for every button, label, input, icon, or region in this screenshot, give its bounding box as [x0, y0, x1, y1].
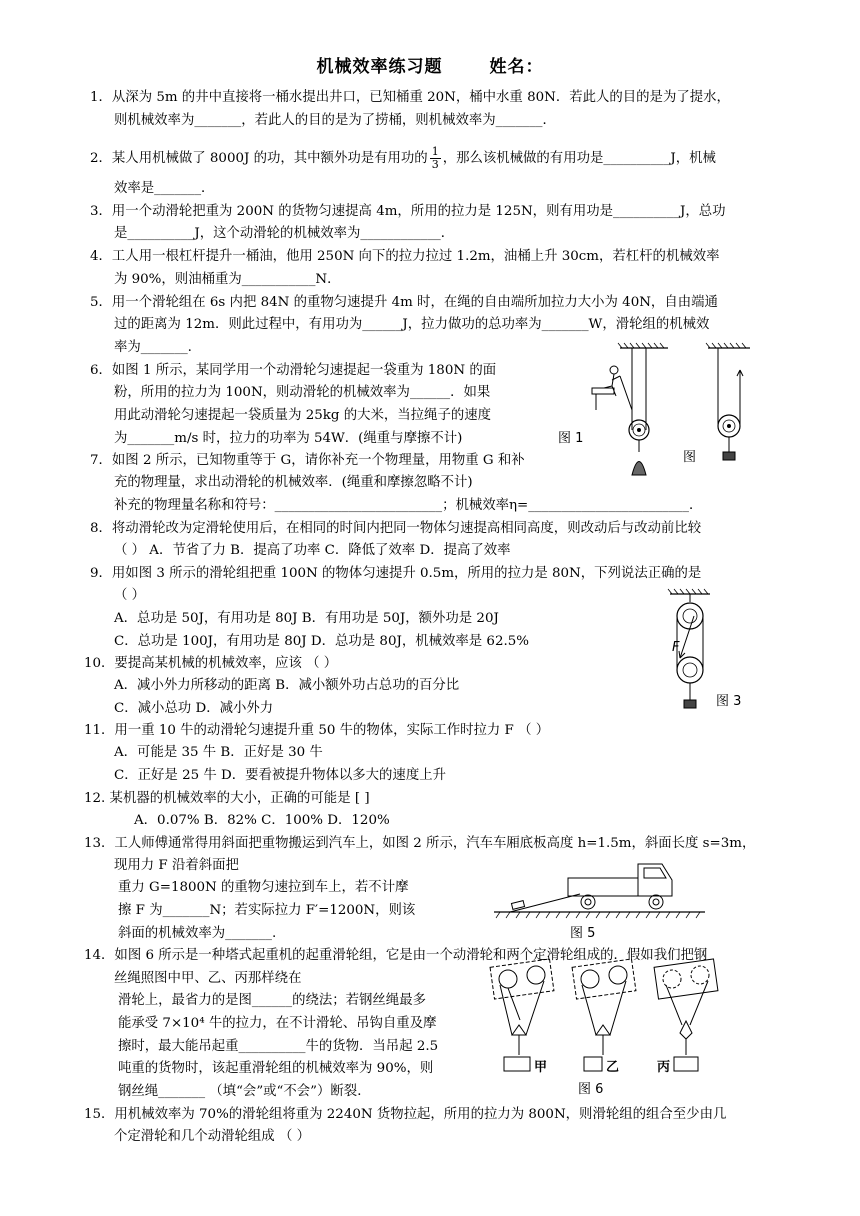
question-14-line-5: 擦时，最大能吊起重__________牛的货物．当吊起 2.5 — [118, 1039, 439, 1054]
question-6-line-3: 用此动滑轮匀速提起一袋质量为 25kg 的大米，当拉绳子的速度 — [114, 408, 492, 423]
question-13-line-3: 重力 G=1800N 的重物匀速拉到车上，若不计摩 — [118, 880, 409, 895]
question-2-text-after-fraction: ，那么该机械做的有用功是__________J，机械 — [442, 151, 716, 166]
question-4-line-2: 为 90%，则油桶重为___________N． — [114, 272, 341, 287]
question-15-line-1: 15．用机械效率为 70%的滑轮组将重为 2240N 货物拉起，所用的拉力为 800N，则滑轮组的组合至少由几 — [84, 1107, 727, 1122]
fraction-one-third — [430, 146, 441, 171]
question-7-line-1: 7．如图 2 所示，已知物重等于 G，请你补充一个物理量，用物重 G 和补 — [90, 453, 525, 468]
figure-6-bing-assembly — [654, 959, 718, 1071]
question-7-line-2: 充的物理量，求出动滑轮的机械效率．(绳重和摩擦忽略不计) — [114, 475, 473, 490]
figure-6-jia-label: 甲 — [534, 1060, 548, 1075]
question-3-line-2: 是__________J，这个动滑轮的机械效率为____________． — [114, 226, 455, 241]
question-14-line-1: 14．如图 6 所示是一种塔式起重机的起重滑轮组，它是由一个动滑轮和两个定滑轮组成的．假如我们把钢 — [84, 948, 708, 963]
question-11-option-cd: C．正好是 25 牛 D．要看被提升物体以多大的速度上升 — [114, 768, 446, 783]
question-10-option-cd: C．减小总功 D．减小外力 — [114, 701, 274, 716]
question-14-line-3: 滑轮上，最省力的是图______的绕法；若钢丝绳最多 — [118, 993, 426, 1008]
question-10-line-1: 10．要提高某机械的机械效率，应该 （ ） — [84, 656, 338, 671]
figure-2-label: 图 — [683, 450, 697, 465]
question-10-option-ab: A．减小外力所移动的距离 B．减小额外功占总功的百分比 — [114, 678, 460, 693]
fraction-denominator: 3 — [431, 158, 439, 171]
question-13-line-5: 斜面的机械效率为_______. — [118, 926, 277, 941]
question-1-line-1: 1．从深为 5m 的井中直接将一桶水提出井口，已知桶重 20N，桶中水重 80N．若此人的目的是为了提水， — [90, 90, 730, 105]
page-title — [0, 52, 860, 77]
question-13-line-2: 现用力 F 沿着斜面把 — [114, 858, 239, 873]
question-4-line-1: 4．工人用一根杠杆提升一桶油，他用 250N 向下的拉力拉过 1.2m，油桶上升 30cm，若杠杆的机械效率 — [90, 249, 720, 264]
question-14-line-4: 能承受 7×10⁴ 牛的拉力，在不计滑轮、吊钩自重及摩 — [118, 1016, 437, 1031]
figure-1-2-pulleys — [560, 340, 760, 480]
question-6-line-2: 粉，所用的拉力为 100N，则动滑轮的机械效率为______．如果 — [114, 385, 491, 400]
figure-2-ceiling — [706, 343, 750, 348]
question-8-line-1: 8．将动滑轮改为定滑轮使用后，在相同的时间内把同一物体匀速提高相同高度，则改动后与改动前比较 — [90, 521, 702, 536]
figure-2-pulley — [718, 348, 743, 460]
fraction-numerator: 1 — [431, 145, 439, 158]
figure-1-ceiling — [618, 343, 668, 348]
question-9-option-cd: C．总功是 100J，有用功是 80J D．总功是 80J，机械效率是 62.5% — [114, 634, 529, 649]
figure-1-person — [592, 366, 620, 410]
question-14-line-6: 吨重的货物时，该起重滑轮组的机械效率为 90%，则 — [118, 1061, 434, 1076]
figure-5-truck-ramp — [490, 842, 710, 922]
figure-6-bing-label: 丙 — [657, 1060, 671, 1075]
figure-6-yi-assembly — [572, 959, 636, 1071]
question-12-line-1: 12. 某机器的机械效率的大小，正确的可能是 [ ] — [84, 791, 370, 806]
worksheet-title: 机械效率练习题 — [316, 57, 443, 77]
question-5-line-1: 5．用一个滑轮组在 6s 内把 84N 的重物匀速提升 4m 时，在绳的自由端所加拉力大小为 40N，自由端通 — [90, 295, 718, 310]
question-2-line-2: 效率是_______． — [114, 181, 215, 196]
question-5-line-3: 率为_______. — [114, 340, 192, 355]
question-9-option-ab: A．总功是 50J，有用功是 80J B．有用功是 50J，额外功是 20J — [114, 611, 499, 626]
figure-5-label: 图 5 — [570, 926, 596, 941]
question-3-line-1: 3．用一个动滑轮把重为 200N 的货物匀速提高 4m，所用的拉力是 125N，则有用功是__________J，总功 — [90, 204, 726, 219]
question-8-line-2: （ ） A．节省了力 B．提高了功率 C．降低了效率 D．提高了效率 — [114, 543, 511, 558]
question-14-line-2: 丝绳照图中甲、乙、丙那样绕在 — [114, 971, 302, 986]
question-2-text-before-fraction: 2．某人用机械做了 8000J 的功，其中额外功是有用功的 — [90, 151, 428, 166]
question-2-line-1 — [90, 146, 716, 171]
question-7-line-3: 补充的物理量名称和符号：_________________________；机械效率η=________________________． — [114, 498, 703, 513]
figure-6-jia-assembly — [490, 959, 554, 1071]
name-label: 姓名： — [489, 57, 544, 77]
question-5-line-2: 过的距离为 12m．则此过程中，有用功为______J，拉力做功的总功率为_______W，滑轮组的机械效 — [114, 317, 710, 332]
figure-6-yi-label: 乙 — [606, 1060, 620, 1075]
question-12-options: A．0.07% B．82% C．100% D．120% — [134, 813, 390, 828]
figure-3-force-label: F — [672, 640, 680, 655]
question-13-line-4: 擦 F 为_______N；若实际拉力 F′=1200N，则该 — [118, 903, 416, 918]
question-1-line-2: 则机械效率为_______，若此人的目的是为了捞桶，则机械效率为_______． — [114, 113, 556, 128]
figure-6-label: 图 6 — [578, 1082, 604, 1097]
question-9-line-1: 9．用如图 3 所示的滑轮组把重 100N 的物体匀速提升 0.5m，所用的拉力是 80N，下列说法正确的是 — [90, 566, 702, 581]
question-11-option-ab: A．可能是 35 牛 B．正好是 30 牛 — [114, 745, 323, 760]
question-6-line-4: 为_______m/s 时，拉力的功率为 54W．(绳重与摩擦不计) — [114, 431, 463, 446]
question-15-line-2: 个定滑轮和几个动滑轮组成 （ ） — [114, 1129, 310, 1144]
question-13-line-1: 13．工人师傅通常得用斜面把重物搬运到汽车上，如图 2 所示，汽车车厢底板高度 h=1.5m，斜面长度 s=3m， — [84, 836, 756, 851]
figure-1-label: 图 1 — [558, 431, 584, 446]
question-6-line-1: 6．如图 1 所示，某同学用一个动滑轮匀速提起一袋重为 180N 的面 — [90, 363, 497, 378]
question-9-line-2: （ ） — [114, 588, 146, 603]
figure-1-ropes — [620, 348, 646, 430]
question-14-line-7: 钢丝绳_______ （填“会”或“不会”）断裂． — [118, 1084, 371, 1099]
figure-3-label: 图 3 — [716, 694, 742, 709]
question-11-line-1: 11．用一重 10 牛的动滑轮匀速提升重 50 牛的物体，实际工作时拉力 F （ ） — [84, 723, 550, 738]
